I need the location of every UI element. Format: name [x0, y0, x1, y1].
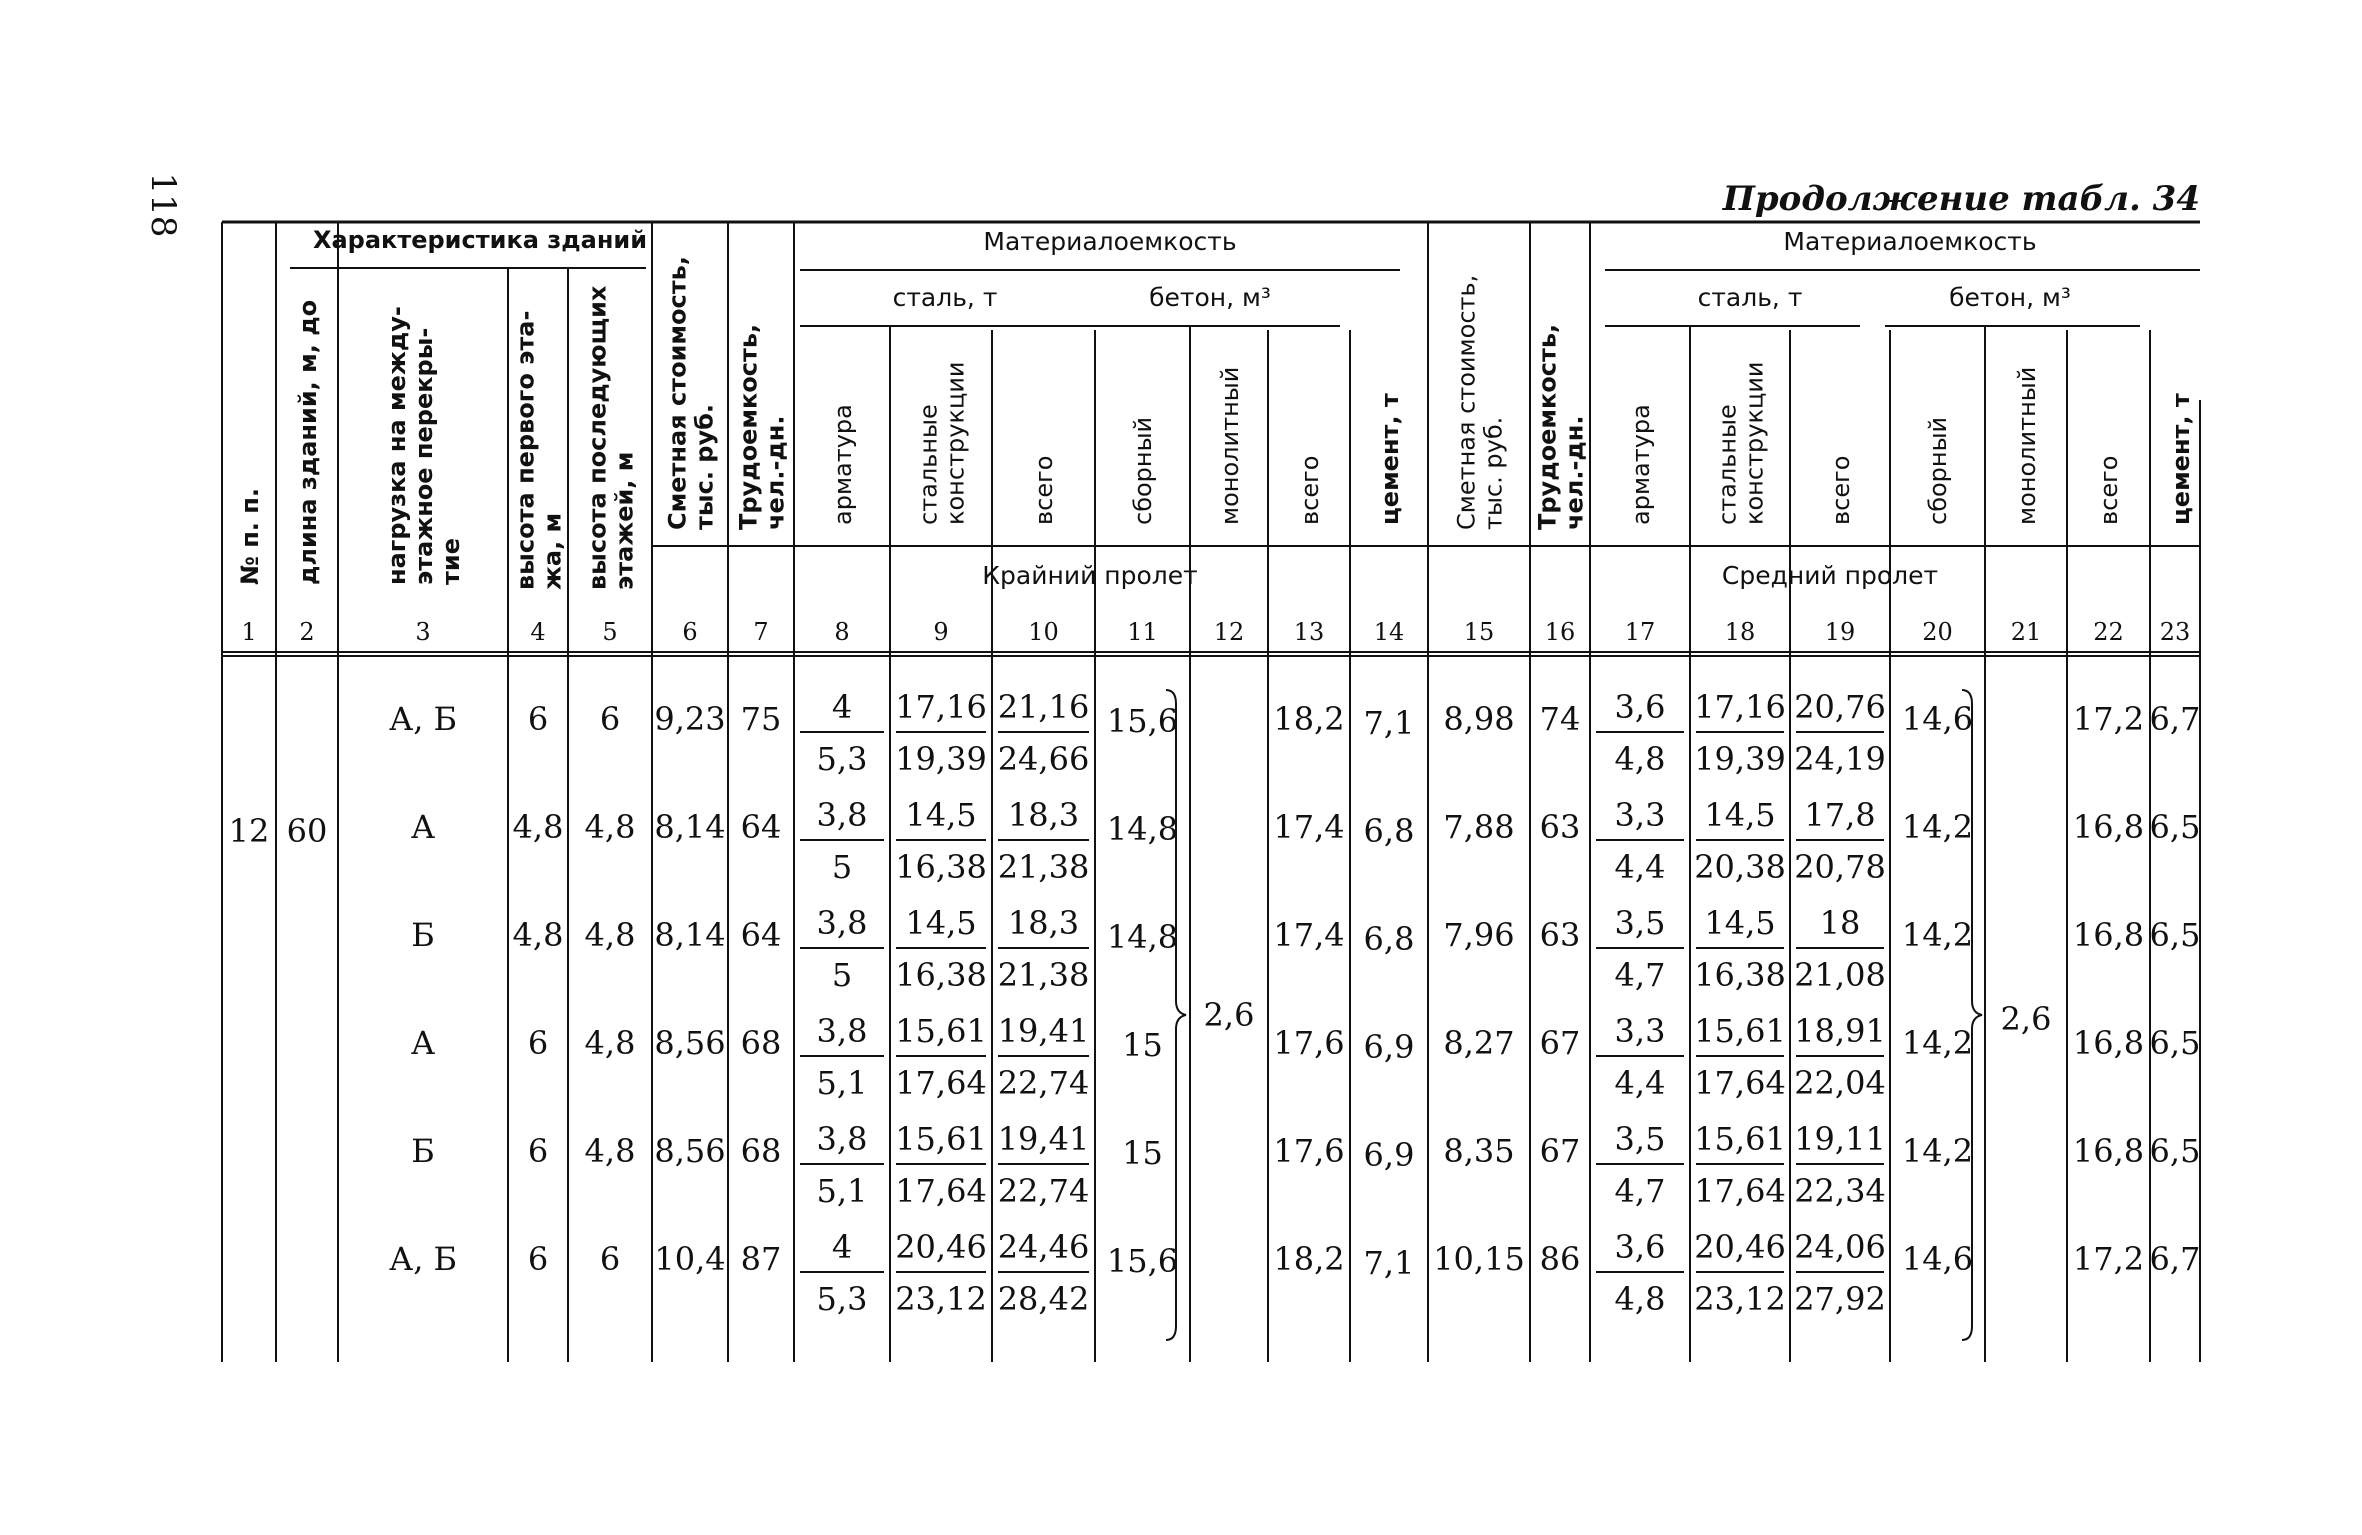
cell-total-steel-middle-top: 20,76	[1794, 688, 1886, 726]
cell-rebar-edge-bottom: 5,3	[816, 740, 868, 778]
header-materials-2: Материалоемкость	[1783, 227, 2037, 256]
header-col-rebar-2	[1627, 404, 1655, 525]
cell-height-next: 6	[599, 700, 621, 738]
header-col-monolithic-line: монолитный	[1216, 366, 1244, 525]
cell-cost-edge: 8,14	[654, 808, 726, 846]
header-col-cost	[664, 256, 719, 530]
header-col-precast-2	[1924, 417, 1952, 525]
cell-total-steel-middle-top: 17,8	[1804, 796, 1876, 834]
cell-length: 60	[286, 812, 328, 850]
header-col-load-line: нагрузка на между-	[383, 306, 411, 585]
header-col-no	[236, 488, 264, 585]
header-col-cement-2	[2167, 393, 2195, 525]
table-row	[411, 1012, 2201, 1102]
cell-total-steel-edge-top: 19,41	[997, 1120, 1090, 1158]
header-col-height-next-line: высота последующих	[583, 285, 612, 590]
cell-height-first: 4,8	[512, 808, 564, 846]
cell-labor-middle: 63	[1539, 916, 1581, 954]
column-number: 20	[1922, 618, 1953, 646]
cell-steel-edge-bottom: 23,12	[895, 1280, 987, 1318]
cell-steel-middle-bottom: 16,38	[1694, 956, 1786, 994]
header-characteristics: Характеристика зданий	[312, 226, 648, 254]
cell-concrete-total-edge: 18,2	[1273, 1240, 1345, 1278]
column-number: 4	[530, 618, 546, 646]
header-steel: сталь, т	[892, 283, 998, 312]
header-col-precast-2-line: сборный	[1924, 416, 1952, 525]
cell-height-next: 6	[599, 1240, 621, 1278]
cell-concrete-total-edge: 17,4	[1273, 808, 1345, 846]
cell-height-first: 6	[527, 700, 549, 738]
cell-cement-edge: 6,8	[1363, 920, 1415, 958]
cell-precast-middle: 14,2	[1901, 808, 1974, 846]
cell-total-steel-middle-top: 18	[1819, 904, 1861, 942]
cell-steel-middle-bottom: 23,12	[1694, 1280, 1786, 1318]
cell-concrete-total-edge: 17,4	[1273, 916, 1345, 954]
cell-labor-edge: 64	[740, 916, 782, 954]
cell-steel-edge-top: 15,61	[895, 1120, 987, 1158]
cell-cost-edge: 8,56	[654, 1132, 726, 1170]
cell-cement-middle: 6,5	[2149, 1132, 2201, 1170]
table-row	[389, 688, 2200, 778]
header-col-height-first	[512, 311, 567, 590]
column-number: 10	[1028, 618, 1059, 646]
column-number: 18	[1724, 618, 1756, 646]
cell-steel-edge-top: 20,46	[895, 1228, 987, 1266]
cell-precast-edge: 15	[1122, 1134, 1163, 1172]
cell-rebar-edge-top: 3,8	[816, 796, 868, 834]
cell-cost-middle: 8,98	[1443, 700, 1515, 738]
cell-steel-edge-bottom: 16,38	[895, 956, 987, 994]
cell-cost-middle: 8,27	[1443, 1024, 1515, 1062]
header-col-height-first-line: жа, м	[538, 512, 567, 590]
cell-rebar-middle-top: 3,6	[1614, 1228, 1666, 1266]
cell-precast-edge: 14,8	[1106, 810, 1179, 848]
cell-precast-middle: 14,6	[1901, 1240, 1974, 1278]
cell-steel-edge-bottom: 17,64	[895, 1172, 987, 1210]
cell-height-next: 4,8	[584, 916, 636, 954]
cell-total-steel-middle-bottom: 22,34	[1794, 1172, 1886, 1210]
cell-steel-edge-top: 15,61	[895, 1012, 987, 1050]
cell-labor-middle: 74	[1539, 700, 1581, 738]
cell-total-steel-edge-top: 18,3	[1007, 796, 1080, 834]
cell-labor-edge: 75	[740, 700, 782, 738]
cell-total-steel-edge-top: 24,46	[997, 1228, 1090, 1266]
cell-precast-middle: 14,2	[1901, 1132, 1974, 1170]
cell-rebar-middle-top: 3,5	[1614, 1120, 1666, 1158]
cell-rebar-edge-top: 3,8	[816, 904, 868, 942]
cell-rebar-edge-top: 3,8	[816, 1120, 868, 1158]
column-number: 19	[1824, 618, 1856, 646]
header-steel-2: сталь, т	[1697, 283, 1803, 312]
cell-cement-middle: 6,5	[2149, 808, 2201, 846]
cell-steel-middle-bottom: 17,64	[1694, 1172, 1786, 1210]
header-col-cost-2-line: тыс. руб.	[1479, 416, 1508, 530]
cell-cement-middle: 6,7	[2149, 1240, 2201, 1278]
header-col-total	[1030, 456, 1058, 525]
header-col-precast-line: сборный	[1129, 416, 1157, 525]
cell-cement-edge: 6,8	[1363, 812, 1415, 850]
header-col-precast	[1129, 417, 1157, 525]
cell-monolithic-edge: 2,6	[1203, 996, 1255, 1034]
cell-total-steel-edge-bottom: 28,42	[997, 1280, 1090, 1318]
cell-total-steel-middle-top: 24,06	[1794, 1228, 1886, 1266]
cell-cost-middle: 10,15	[1433, 1240, 1525, 1278]
cell-total-steel-middle-bottom: 22,04	[1794, 1064, 1886, 1102]
header-col-load-line: этажное перекры-	[410, 327, 438, 585]
header-col-labor-2-line: Трудоемкость,	[1533, 323, 1562, 530]
header-col-total-2-line: всего	[1827, 455, 1855, 525]
cell-rebar-edge-top: 4	[831, 1228, 853, 1266]
column-number: 7	[753, 618, 769, 646]
table-row	[411, 904, 2200, 994]
cell-steel-edge-top: 17,16	[895, 688, 987, 726]
cell-concrete-total-edge: 18,2	[1273, 700, 1345, 738]
cell-rebar-edge-bottom: 5,3	[816, 1280, 868, 1318]
cell-cost-middle: 8,35	[1443, 1132, 1515, 1170]
header-col-total-concrete	[1296, 456, 1324, 525]
cell-concrete-total-middle: 17,2	[2072, 1240, 2145, 1278]
column-number: 11	[1127, 618, 1158, 646]
cell-steel-edge-top: 14,5	[905, 904, 977, 942]
cell-concrete-total-edge: 17,6	[1273, 1132, 1345, 1170]
cell-load: Б	[411, 916, 435, 954]
cell-total-steel-middle-top: 19,11	[1794, 1120, 1886, 1158]
header-col-steel-struct-2-line: стальные	[1713, 404, 1742, 525]
cell-total-steel-edge-top: 19,41	[997, 1012, 1090, 1050]
cell-steel-middle-bottom: 17,64	[1694, 1064, 1786, 1102]
table-title: Продолжение табл. 34	[1722, 179, 2200, 219]
cell-total-steel-edge-top: 21,16	[997, 688, 1090, 726]
header-col-labor-line: Трудоемкость,	[734, 323, 763, 530]
cell-precast-edge: 14,8	[1106, 918, 1179, 956]
cell-precast-edge: 15	[1122, 1026, 1163, 1064]
column-number: 5	[602, 618, 618, 646]
cell-total-steel-middle-bottom: 24,19	[1794, 740, 1886, 778]
header-col-monolithic-2	[2013, 367, 2041, 525]
cell-concrete-total-middle: 16,8	[2072, 1024, 2145, 1062]
table-header	[236, 226, 2195, 646]
cell-total-steel-middle-top: 18,91	[1794, 1012, 1886, 1050]
cell-rebar-middle-bottom: 4,4	[1614, 848, 1666, 886]
cell-concrete-total-edge: 17,6	[1273, 1024, 1345, 1062]
header-col-rebar-2-line: арматура	[1627, 404, 1655, 525]
cell-cement-edge: 7,1	[1363, 1244, 1415, 1282]
header-col-total-concrete-2	[2095, 456, 2123, 525]
header-col-cement	[1376, 393, 1404, 525]
cell-rebar-middle-top: 3,3	[1614, 796, 1666, 834]
header-col-load-line: тие	[437, 537, 465, 585]
cell-precast-middle: 14,6	[1901, 700, 1974, 738]
cell-steel-middle-bottom: 19,39	[1694, 740, 1786, 778]
column-number: 3	[415, 618, 431, 646]
column-number: 9	[933, 618, 949, 646]
cell-precast-middle: 14,2	[1901, 916, 1974, 954]
header-col-height-first-line: высота первого эта-	[511, 310, 540, 590]
table-row	[389, 1228, 2200, 1318]
header-col-cost-2	[1453, 275, 1508, 530]
cell-labor-edge: 68	[740, 1024, 782, 1062]
cell-cement-middle: 6,5	[2149, 1024, 2201, 1062]
cell-cement-edge: 7,1	[1363, 704, 1415, 742]
cell-precast-edge: 15,6	[1106, 1242, 1179, 1280]
cell-steel-edge-bottom: 17,64	[895, 1064, 987, 1102]
header-col-steel-struct-line: конструкции	[941, 361, 970, 525]
cell-labor-edge: 87	[740, 1240, 782, 1278]
page-number: 118	[143, 172, 183, 238]
cell-total-steel-edge-bottom: 22,74	[997, 1064, 1090, 1102]
cell-labor-edge: 64	[740, 808, 782, 846]
cell-rebar-middle-top: 3,3	[1614, 1012, 1666, 1050]
cell-height-first: 6	[527, 1240, 549, 1278]
header-col-rebar-line: арматура	[829, 404, 857, 525]
header-col-length	[294, 300, 322, 585]
cell-height-next: 4,8	[584, 1132, 636, 1170]
header-col-labor	[735, 324, 790, 530]
header-col-cost-2-line: Сметная стоимость,	[1452, 274, 1481, 530]
cell-rebar-middle-top: 3,5	[1614, 904, 1666, 942]
column-number: 15	[1463, 618, 1495, 646]
cell-labor-middle: 67	[1539, 1132, 1581, 1170]
cell-cost-edge: 8,14	[654, 916, 726, 954]
cell-steel-middle-top: 20,46	[1694, 1228, 1786, 1266]
column-number: 12	[1213, 618, 1245, 646]
header-col-steel-struct-2	[1714, 361, 1769, 525]
cell-height-first: 6	[527, 1132, 549, 1170]
cell-cement-edge: 6,9	[1363, 1028, 1415, 1066]
column-number: 8	[834, 618, 850, 646]
cell-rebar-edge-bottom: 5,1	[816, 1172, 868, 1210]
cell-concrete-total-middle: 17,2	[2072, 700, 2145, 738]
table-row	[411, 796, 2201, 886]
header-col-labor-2	[1534, 324, 1589, 530]
cell-concrete-total-middle: 16,8	[2072, 808, 2145, 846]
cell-steel-middle-top: 15,61	[1694, 1120, 1786, 1158]
header-col-length-line: длина зданий, м, до	[294, 299, 322, 585]
header-col-cement-line: цемент, т	[1376, 393, 1404, 525]
column-number: 14	[1373, 618, 1405, 646]
column-number: 2	[299, 618, 315, 646]
cell-rebar-edge-bottom: 5,1	[816, 1064, 868, 1102]
cell-load: А	[410, 1024, 436, 1062]
cell-steel-middle-top: 14,5	[1704, 796, 1776, 834]
cell-total-steel-edge-bottom: 21,38	[997, 848, 1090, 886]
table-body	[229, 688, 2201, 1340]
header-col-height-next-line: этажей, м	[610, 451, 639, 590]
column-number: 13	[1293, 618, 1325, 646]
cell-cost-middle: 7,96	[1443, 916, 1515, 954]
cell-labor-middle: 86	[1539, 1240, 1581, 1278]
column-number: 21	[2010, 618, 2042, 646]
cell-steel-middle-top: 15,61	[1694, 1012, 1786, 1050]
cell-height-first: 6	[527, 1024, 549, 1062]
cell-concrete-total-middle: 16,8	[2072, 916, 2145, 954]
cell-height-first: 4,8	[512, 916, 564, 954]
cell-rebar-middle-bottom: 4,7	[1614, 956, 1666, 994]
cell-total-steel-edge-top: 18,3	[1007, 904, 1080, 942]
header-span-middle: Средний пролет	[1721, 561, 1939, 590]
header-col-steel-struct-line: стальные	[914, 404, 943, 525]
cell-load: А, Б	[388, 700, 458, 738]
cell-rebar-edge-bottom: 5	[831, 956, 853, 994]
cell-labor-middle: 63	[1539, 808, 1581, 846]
header-concrete-2: бетон, м³	[1949, 283, 2071, 312]
cell-labor-edge: 68	[740, 1132, 782, 1170]
cell-precast-middle: 14,2	[1901, 1024, 1974, 1062]
column-number: 23	[2159, 618, 2191, 646]
header-col-monolithic-2-line: монолитный	[2013, 366, 2041, 525]
cell-rebar-edge-bottom: 5	[831, 848, 853, 886]
cell-concrete-total-middle: 16,8	[2072, 1132, 2145, 1170]
header-col-rebar	[829, 404, 857, 525]
cell-rebar-edge-top: 4	[831, 688, 853, 726]
cell-rebar-middle-bottom: 4,8	[1614, 740, 1666, 778]
cell-row-no: 12	[228, 812, 270, 850]
cell-total-steel-middle-bottom: 20,78	[1794, 848, 1886, 886]
cell-cost-middle: 7,88	[1443, 808, 1515, 846]
column-number: 1	[241, 618, 257, 646]
cell-cement-edge: 6,9	[1363, 1136, 1415, 1174]
cell-cement-middle: 6,7	[2149, 700, 2201, 738]
cell-height-next: 4,8	[584, 1024, 636, 1062]
cell-rebar-middle-top: 3,6	[1614, 688, 1666, 726]
cell-total-steel-edge-bottom: 24,66	[997, 740, 1090, 778]
cell-steel-edge-top: 14,5	[905, 796, 977, 834]
cell-precast-edge: 15,6	[1106, 702, 1179, 740]
column-number: 22	[2093, 618, 2124, 646]
header-col-height-next	[584, 285, 639, 590]
header-col-cost-line: Сметная стоимость,	[663, 256, 692, 530]
header-col-no-line: № п. п.	[236, 488, 264, 585]
cell-steel-edge-bottom: 19,39	[895, 740, 987, 778]
cell-steel-middle-top: 14,5	[1704, 904, 1776, 942]
header-span-edge: Крайний пролет	[982, 561, 1198, 590]
cell-total-steel-edge-bottom: 21,38	[997, 956, 1090, 994]
cell-cost-edge: 8,56	[654, 1024, 726, 1062]
header-col-monolithic	[1216, 367, 1244, 525]
header-col-cement-2-line: цемент, т	[2167, 393, 2195, 525]
cell-cost-edge: 10,4	[654, 1240, 726, 1278]
header-col-steel-struct-2-line: конструкции	[1740, 361, 1769, 525]
header-col-total-2	[1827, 456, 1855, 525]
header-materials: Материалоемкость	[983, 227, 1237, 256]
column-number: 6	[682, 618, 698, 646]
cell-rebar-edge-top: 3,8	[816, 1012, 868, 1050]
cell-total-steel-middle-bottom: 27,92	[1794, 1280, 1886, 1318]
cell-load: А	[410, 808, 436, 846]
cell-rebar-middle-bottom: 4,7	[1614, 1172, 1666, 1210]
cell-load: А, Б	[388, 1240, 458, 1278]
header-col-load	[383, 306, 465, 585]
header-col-labor-line: чел.-дн.	[761, 415, 790, 530]
cell-total-steel-middle-bottom: 21,08	[1794, 956, 1886, 994]
cell-rebar-middle-bottom: 4,4	[1614, 1064, 1666, 1102]
header-concrete: бетон, м³	[1149, 283, 1271, 312]
column-number: 17	[1624, 618, 1656, 646]
cell-rebar-middle-bottom: 4,8	[1614, 1280, 1666, 1318]
cell-labor-middle: 67	[1539, 1024, 1581, 1062]
cell-steel-middle-top: 17,16	[1694, 688, 1786, 726]
cell-monolithic-middle: 2,6	[2000, 1000, 2052, 1038]
table-row	[411, 1120, 2200, 1210]
column-number: 16	[1544, 618, 1576, 646]
cell-steel-middle-bottom: 20,38	[1694, 848, 1786, 886]
header-col-total-concrete-line: всего	[1296, 455, 1324, 525]
cell-height-next: 4,8	[584, 808, 636, 846]
header-col-labor-2-line: чел.-дн.	[1560, 415, 1589, 530]
cell-cement-middle: 6,5	[2149, 916, 2201, 954]
header-col-total-line: всего	[1030, 455, 1058, 525]
header-col-steel-struct	[915, 361, 970, 525]
cell-steel-edge-bottom: 16,38	[895, 848, 987, 886]
cell-cost-edge: 9,23	[654, 700, 726, 738]
header-col-cost-line: тыс. руб.	[690, 403, 719, 530]
cell-total-steel-edge-bottom: 22,74	[997, 1172, 1090, 1210]
header-col-total-concrete-2-line: всего	[2095, 455, 2123, 525]
cell-load: Б	[411, 1132, 435, 1170]
